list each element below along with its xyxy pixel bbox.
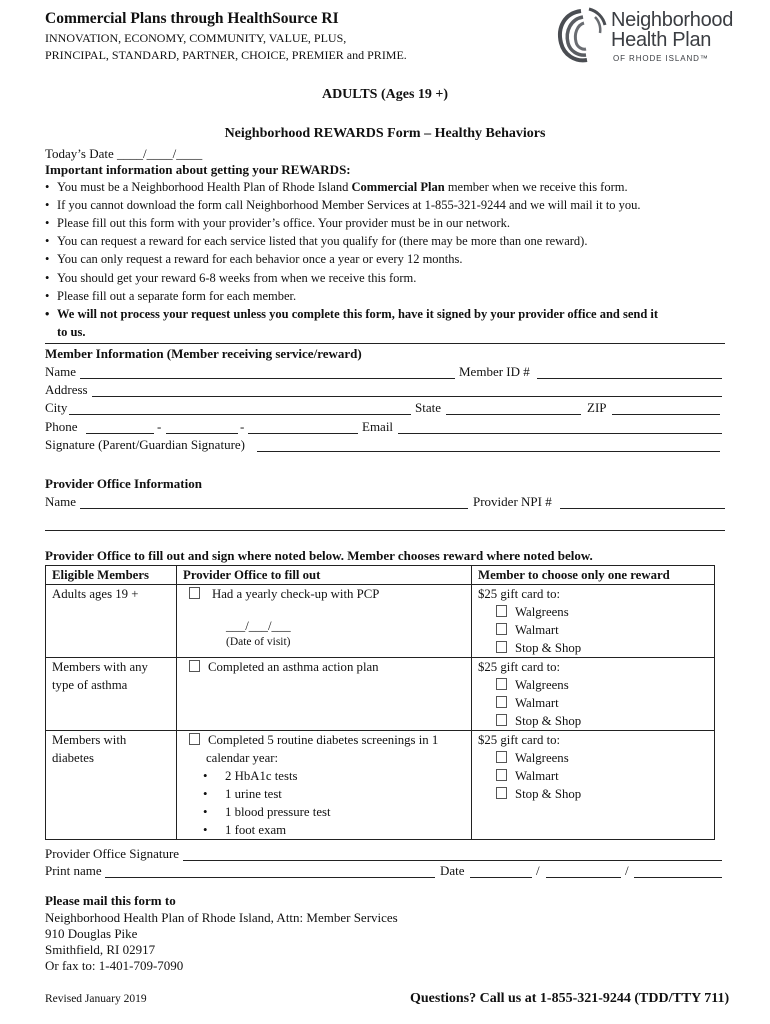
checkbox-icon[interactable]: [496, 787, 507, 799]
visit-date-field[interactable]: ___/___/___: [226, 619, 291, 633]
checkbox-icon[interactable]: [189, 587, 200, 599]
date-year-field[interactable]: [634, 877, 722, 878]
provider-npi-label: Provider NPI #: [473, 494, 552, 509]
city-field[interactable]: [69, 414, 411, 415]
member-name-label: Name: [45, 364, 77, 379]
logo-text-neighborhood: Neighborhood: [611, 9, 734, 31]
checkbox-icon[interactable]: [496, 751, 507, 763]
provider-info-heading: Provider Office Information: [45, 476, 202, 491]
provider-signature-field[interactable]: [183, 860, 722, 861]
bullet-item: • You can only request a reward for each behavior once a year or every 12 months.: [45, 252, 463, 266]
print-name-field[interactable]: [105, 877, 435, 878]
print-name-label: Print name: [45, 863, 102, 878]
table-row: [46, 731, 715, 840]
diabetes-option-cont: calendar year:: [206, 751, 279, 765]
provider-npi-field[interactable]: [560, 508, 725, 509]
checkbox-icon[interactable]: [496, 623, 507, 635]
address-label: Address: [45, 382, 88, 397]
table-row: [46, 585, 715, 658]
phone-line-field[interactable]: [248, 433, 358, 434]
reward-cell: [472, 731, 715, 840]
reward-option[interactable]: Walgreens: [478, 603, 708, 621]
bullet-item-warning-cont: to us.: [57, 325, 86, 339]
nhp-logo: [553, 5, 738, 65]
checkbox-icon[interactable]: [496, 696, 507, 708]
mail-heading: Please mail this form to: [45, 893, 176, 908]
revised-date: Revised January 2019: [45, 993, 147, 1005]
rewards-table: [45, 565, 715, 840]
plan-title: Commercial Plans through HealthSource RI: [45, 10, 339, 27]
col-provider-office: Provider Office to fill out: [177, 566, 472, 585]
date-slash: /: [536, 863, 540, 878]
age-heading: ADULTS (Ages 19 +): [321, 87, 449, 102]
reward-option[interactable]: Stop & Shop: [478, 712, 708, 730]
eligible-cell: Members with any type of asthma: [46, 658, 177, 731]
reward-title: $25 gift card to:: [478, 587, 561, 601]
provider-signature-label: Provider Office Signature: [45, 846, 180, 861]
member-id-field[interactable]: [537, 378, 722, 379]
provider-cell: [177, 585, 472, 658]
phone-dash: -: [240, 419, 245, 434]
checkbox-icon[interactable]: [189, 733, 200, 745]
provider-extra-line[interactable]: [45, 530, 725, 531]
screening-item: • 1 urine test: [203, 787, 282, 801]
reward-cell: [472, 585, 715, 658]
eligible-cell: Members with diabetes: [46, 731, 177, 840]
mail-address-line: Neighborhood Health Plan of Rhode Island, Attn: Member Services: [45, 910, 398, 925]
table-row: [46, 658, 715, 731]
screening-item: • 2 HbA1c tests: [203, 769, 298, 783]
eligible-cell: Adults ages 19 +: [46, 585, 177, 658]
provider-cell: [177, 731, 472, 840]
phone-label: Phone: [45, 419, 78, 434]
bullet-item: • You should get your reward 6-8 weeks from when we receive this form.: [45, 271, 417, 285]
email-field[interactable]: [398, 433, 722, 434]
bullet-item-warning: • We will not process your request unless you complete this form, have it signed by your provider office and send it: [45, 307, 659, 321]
diabetes-option[interactable]: Completed 5 routine diabetes screenings in 1: [183, 731, 465, 749]
reward-option[interactable]: Walmart: [478, 621, 708, 639]
screening-item: • 1 foot exam: [203, 823, 287, 837]
questions-contact: Questions? Call us at 1-855-321-9244 (TDD/TTY 711): [410, 991, 730, 1006]
bullet-item: • Please fill out a separate form for each member.: [45, 289, 297, 303]
important-heading: Important information about getting your REWARDS:: [45, 162, 351, 177]
checkbox-icon[interactable]: [496, 714, 507, 726]
checkbox-icon[interactable]: [189, 660, 200, 672]
reward-option[interactable]: Walmart: [478, 767, 708, 785]
member-info-heading: Member Information (Member receiving service/reward): [45, 346, 362, 361]
zip-label: ZIP: [587, 400, 607, 415]
asthma-option[interactable]: Completed an asthma action plan: [183, 658, 465, 676]
address-field[interactable]: [92, 396, 722, 397]
member-signature-label: Signature (Parent/Guardian Signature): [45, 437, 245, 452]
divider: [45, 343, 725, 344]
mail-address-line: Smithfield, RI 02917: [45, 942, 156, 957]
provider-name-field[interactable]: [80, 508, 468, 509]
col-eligible-members: Eligible Members: [46, 566, 177, 585]
reward-option[interactable]: Stop & Shop: [478, 785, 708, 803]
nhp-swirl-logo-icon: [553, 5, 609, 65]
screening-item: • 1 blood pressure test: [203, 805, 331, 819]
checkup-option[interactable]: Had a yearly check-up with PCP: [183, 585, 465, 603]
checkbox-icon[interactable]: [496, 769, 507, 781]
reward-cell: [472, 658, 715, 731]
reward-option[interactable]: Walgreens: [478, 676, 708, 694]
member-signature-field[interactable]: [257, 451, 720, 452]
phone-dash: -: [157, 419, 162, 434]
reward-title: $25 gift card to:: [478, 660, 561, 674]
member-name-field[interactable]: [80, 378, 455, 379]
visit-date-caption: (Date of visit): [226, 636, 291, 648]
table-header-row: [46, 566, 715, 585]
plan-names-line1: INNOVATION, ECONOMY, COMMUNITY, VALUE, PLUS,: [45, 31, 347, 45]
form-title: Neighborhood REWARDS Form – Healthy Behaviors: [224, 126, 546, 141]
mail-address-line: 910 Douglas Pike: [45, 926, 138, 941]
provider-cell: [177, 658, 472, 731]
checkbox-icon[interactable]: [496, 605, 507, 617]
member-id-label: Member ID #: [459, 364, 530, 379]
phone-area-field[interactable]: [86, 433, 154, 434]
todays-date-field[interactable]: Today’s Date ____/____/____: [45, 146, 203, 161]
state-field[interactable]: [446, 414, 581, 415]
date-month-field[interactable]: [470, 877, 532, 878]
reward-option[interactable]: Walgreens: [478, 749, 708, 767]
col-member-reward: Member to choose only one reward: [472, 566, 715, 585]
date-slash: /: [625, 863, 629, 878]
logo-text-health-plan: Health Plan: [611, 29, 712, 51]
bullet-item: • If you cannot download the form call Neighborhood Member Services at 1-855-321-9244 and we will mail it to you.: [45, 198, 641, 212]
email-label: Email: [362, 419, 394, 434]
bullet-item: • You can request a reward for each service listed that you qualify for (there may be more than one reward).: [45, 234, 588, 248]
city-label: City: [45, 400, 68, 415]
plan-names-line2: PRINCIPAL, STANDARD, PARTNER, CHOICE, PREMIER and PRIME.: [45, 48, 407, 62]
reward-option[interactable]: Stop & Shop: [478, 639, 708, 657]
logo-text-rhode-island: OF RHODE ISLAND™: [613, 54, 709, 63]
zip-field[interactable]: [612, 414, 720, 415]
phone-prefix-field[interactable]: [166, 433, 238, 434]
state-label: State: [415, 400, 441, 415]
bullet-item: • You must be a Neighborhood Health Plan of Rhode Island Commercial Plan member when we receive this form.: [45, 180, 628, 194]
provider-name-label: Name: [45, 494, 77, 509]
checkbox-icon[interactable]: [496, 678, 507, 690]
reward-option[interactable]: Walmart: [478, 694, 708, 712]
table-intro: Provider Office to fill out and sign where noted below. Member chooses reward where noted below.: [45, 548, 593, 563]
bullet-item: • Please fill out this form with your provider’s office. Your provider must be in our network.: [45, 216, 510, 230]
reward-title: $25 gift card to:: [478, 733, 561, 747]
date-day-field[interactable]: [546, 877, 621, 878]
fax-line: Or fax to: 1-401-709-7090: [45, 958, 184, 973]
date-label: Date: [440, 863, 465, 878]
checkbox-icon[interactable]: [496, 641, 507, 653]
